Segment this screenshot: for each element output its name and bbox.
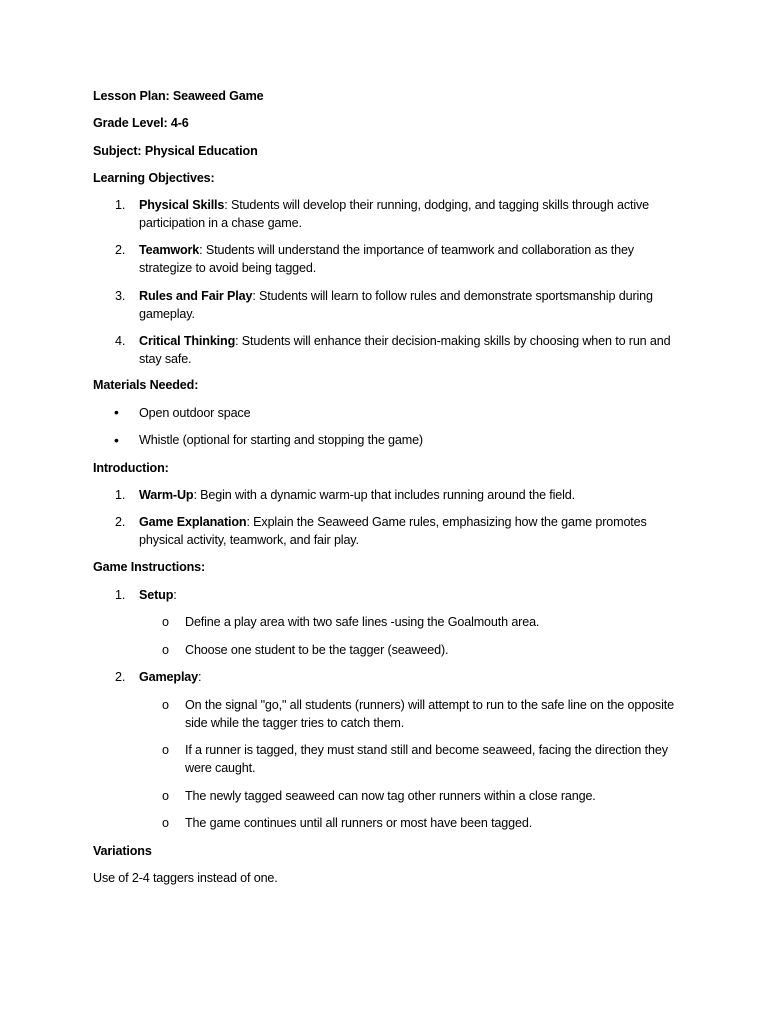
objective-item: Critical Thinking: Students will enhance their decision-making skills by choosing when to run and stay safe. <box>139 334 671 366</box>
sub-bullet-icon: o <box>162 789 169 803</box>
objective-item: Physical Skills: Students will develop their running, dodging, and tagging skills through active participation in a chase game. <box>139 198 649 230</box>
gameplay-item: On the signal "go," all students (runners) will attempt to run to the safe line on the opposite side while the tagger tries to catch them. <box>185 698 674 730</box>
intro-number: 1. <box>115 488 126 502</box>
intro-item: Game Explanation: Explain the Seaweed Game rules, emphasizing how the game promotes physical activity, teamwork, and fair play. <box>139 515 647 547</box>
lesson-title: Lesson Plan: Seaweed Game <box>93 89 264 103</box>
gameplay-item: If a runner is tagged, they must stand still and become seaweed, facing the direction they were caught. <box>185 743 668 775</box>
material-item: Whistle (optional for starting and stopping the game) <box>139 433 423 447</box>
gameplay-item: The newly tagged seaweed can now tag other runners within a close range. <box>185 789 596 803</box>
intro-item: Warm-Up: Begin with a dynamic warm-up that includes running around the field. <box>139 488 575 502</box>
variations-text: Use of 2-4 taggers instead of one. <box>93 871 278 885</box>
materials-heading: Materials Needed: <box>93 378 199 392</box>
sub-bullet-icon: o <box>162 743 169 757</box>
sub-bullet-icon: o <box>162 643 169 657</box>
objective-number: 2. <box>115 243 126 257</box>
sub-bullet-icon: o <box>162 615 169 629</box>
material-item: Open outdoor space <box>139 406 251 420</box>
objective-item: Teamwork: Students will understand the importance of teamwork and collaboration as they strategize to avoid being tagged. <box>139 243 634 275</box>
bullet-icon: • <box>114 432 119 448</box>
variations-heading: Variations <box>93 844 152 858</box>
grade-level: Grade Level: 4-6 <box>93 116 189 130</box>
instruction-number: 1. <box>115 588 126 602</box>
objectives-heading: Learning Objectives: <box>93 171 215 185</box>
sub-bullet-icon: o <box>162 698 169 712</box>
objective-number: 1. <box>115 198 126 212</box>
instruction-item: Setup: <box>139 588 177 602</box>
objective-item: Rules and Fair Play: Students will learn to follow rules and demonstrate sportsmanship during gameplay. <box>139 289 653 321</box>
setup-item: Define a play area with two safe lines -using the Goalmouth area. <box>185 615 540 629</box>
objective-number: 3. <box>115 289 126 303</box>
bullet-icon: • <box>114 404 119 420</box>
setup-item: Choose one student to be the tagger (seaweed). <box>185 643 449 657</box>
instruction-number: 2. <box>115 670 126 684</box>
subject: Subject: Physical Education <box>93 144 258 158</box>
objective-number: 4. <box>115 334 126 348</box>
instruction-item: Gameplay: <box>139 670 202 684</box>
intro-number: 2. <box>115 515 126 529</box>
instructions-heading: Game Instructions: <box>93 560 206 574</box>
gameplay-item: The game continues until all runners or most have been tagged. <box>185 816 533 830</box>
sub-bullet-icon: o <box>162 816 169 830</box>
introduction-heading: Introduction: <box>93 461 169 475</box>
